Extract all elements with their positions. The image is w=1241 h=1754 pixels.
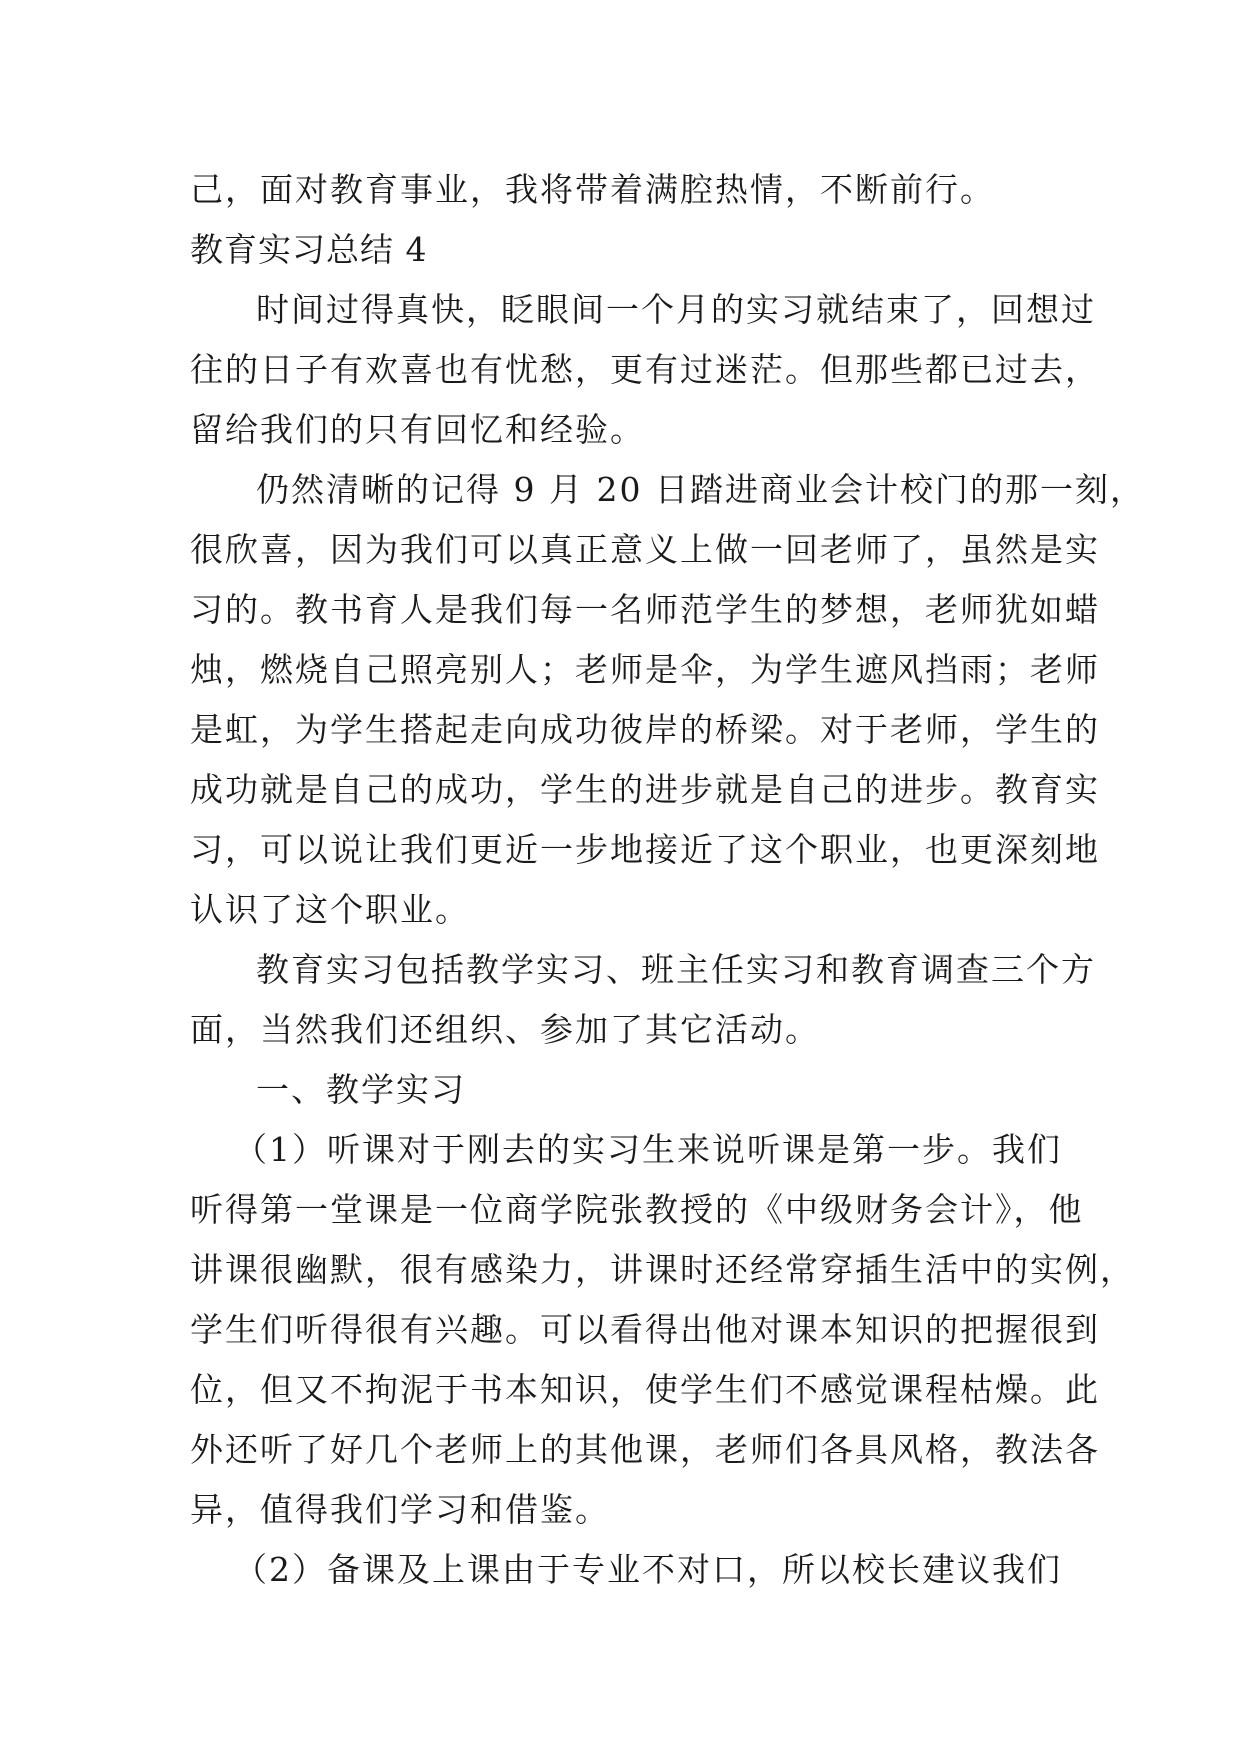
paragraph-line: （2）备课及上课由于专业不对口，所以校长建议我们 (234, 1550, 1062, 1589)
paragraph-line: 外还听了好几个老师上的其他课，老师们各具风格，教法各 (190, 1430, 1100, 1469)
paragraph-line: 认识了这个职业。 (190, 890, 470, 929)
paragraph-line: 烛，燃烧自己照亮别人；老师是伞，为学生遮风挡雨；老师 (190, 650, 1100, 689)
paragraph-line: 面，当然我们还组织、参加了其它活动。 (190, 1010, 820, 1049)
paragraph-line: 是虹，为学生搭起走向成功彼岸的桥梁。对于老师，学生的 (190, 710, 1100, 749)
paragraph-line: 习，可以说让我们更近一步地接近了这个职业，也更深刻地 (190, 830, 1100, 869)
document-page (190, 160, 1145, 1600)
paragraph-line: 己，面对教育事业，我将带着满腔热情，不断前行。 (190, 170, 995, 209)
paragraph-line: 讲课很幽默，很有感染力，讲课时还经常穿插生活中的实例， (190, 1250, 1135, 1289)
paragraph-line: 习的。教书育人是我们每一名师范学生的梦想，老师犹如蜡 (190, 590, 1100, 629)
paragraph-line: 位，但又不拘泥于书本知识，使学生们不感觉课程枯燥。此 (190, 1370, 1100, 1409)
paragraph-line: 听得第一堂课是一位商学院张教授的《中级财务会计》，他 (190, 1190, 1084, 1229)
paragraph-line: 成功就是自己的成功，学生的进步就是自己的进步。教育实 (190, 770, 1100, 809)
paragraph-line: 很欣喜，因为我们可以真正意义上做一回老师了，虽然是实 (190, 530, 1100, 569)
paragraph-line: 异，值得我们学习和借鉴。 (190, 1490, 610, 1529)
paragraph-line: 学生们听得很有兴趣。可以看得出他对课本知识的把握很到 (190, 1310, 1100, 1349)
subsection-heading: 一、教学实习 (256, 1070, 466, 1109)
paragraph-line: （1）听课对于刚去的实习生来说听课是第一步。我们 (234, 1130, 1062, 1169)
section-heading: 教育实习总结 4 (190, 230, 428, 269)
paragraph-line: 教育实习包括教学实习、班主任实习和教育调查三个方 (256, 950, 1096, 989)
paragraph-line: 时间过得真快，眨眼间一个月的实习就结束了，回想过 (256, 290, 1096, 329)
paragraph-line: 往的日子有欢喜也有忧愁，更有过迷茫。但那些都已过去， (190, 350, 1100, 389)
paragraph-line: 留给我们的只有回忆和经验。 (190, 410, 645, 449)
paragraph-line: 仍然清晰的记得 9 月 20 日踏进商业会计校门的那一刻， (256, 470, 1145, 509)
